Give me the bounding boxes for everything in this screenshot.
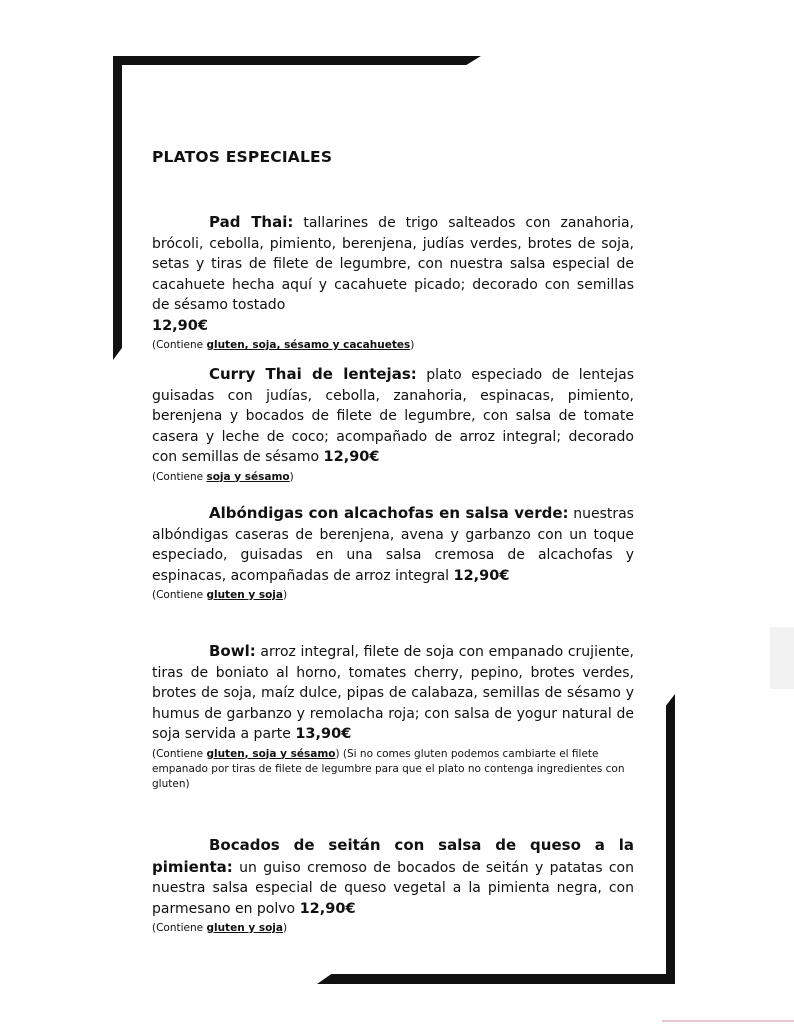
allergen-suffix: ) [289, 470, 294, 483]
allergen-suffix: ) (Si no comes gluten podemos cambiarte el filete empanado por tiras de filete de legumbre para que el plato no contenga ingredientes con gluten) [152, 747, 625, 790]
dish-description [152, 641, 634, 745]
frame-left-bar [113, 56, 122, 360]
allergen-prefix: (Contiene [152, 747, 207, 760]
dish-price: 12,90€ [323, 449, 380, 465]
allergen-prefix: (Contiene [152, 589, 207, 601]
dish-name: Curry Thai de lentejas: [209, 365, 417, 383]
dish-price: 13,90€ [295, 726, 352, 742]
dish-bowl [152, 641, 634, 792]
dish-name: Bowl: [209, 642, 256, 660]
dish-name: Pad Thai: [209, 213, 294, 231]
dish-description [152, 364, 634, 468]
dish-price: 12,90€ [453, 567, 510, 584]
page-title: PLATOS ESPECIALES [152, 148, 333, 166]
allergen-list: soja y sésamo [206, 470, 290, 483]
allergen-list: gluten y soja [206, 922, 283, 934]
dish-pad-thai [152, 212, 634, 353]
frame-top-bar [113, 56, 481, 65]
allergen-prefix: (Contiene [152, 339, 207, 351]
allergen-prefix: (Contiene [152, 470, 207, 483]
dish-name: Albóndigas con alcachofas en salsa verde: [209, 504, 569, 522]
dish-albondigas [152, 503, 634, 603]
allergen-list: gluten y soja [206, 589, 283, 601]
allergen-suffix: ) [282, 922, 288, 934]
dish-text: un guiso cremoso de bocados de seitán y patatas con nuestra salsa especial de queso vegetal a la pimienta negra, con parmesano en polvo [152, 859, 634, 917]
frame-right-bar [666, 694, 675, 984]
allergen-note [152, 747, 634, 792]
frame-bottom-bar [317, 974, 675, 984]
allergen-prefix: (Contiene [152, 922, 207, 934]
page-edge-shadow [770, 627, 794, 689]
dish-description [152, 503, 634, 586]
allergen-note [152, 338, 634, 353]
allergen-list: gluten, soja, sésamo y cacahuetes [206, 339, 411, 351]
dish-text: tallarines de trigo salteados con zanahoria, brócoli, cebolla, pimiento, berenjena, judías verdes, brotes de soja, setas y tiras de filete de legumbre, con nuestra salsa especial de cacahuete hecha aquí y cacahuete picado; decorado con semillas de sésamo tostado [152, 215, 634, 313]
dish-text: plato especiado de lentejas guisadas con judías, cebolla, zanahoria, espinacas, pimiento, berenjena y bocados de filete de legumbre, con salsa de tomate casera y leche de coco; acompañado de arroz integral; decorado con semillas de sésamo [152, 367, 634, 465]
dish-description [152, 212, 634, 336]
page-edge-line [662, 1020, 794, 1022]
allergen-note [152, 921, 634, 936]
allergen-suffix: ) [282, 589, 288, 601]
dish-bocados-seitan [152, 835, 634, 936]
allergen-suffix: ) [410, 339, 415, 351]
dish-curry-thai [152, 364, 634, 485]
dish-description [152, 835, 634, 919]
dish-price: 12,90€ [152, 317, 208, 334]
dish-text: nuestras albóndigas caseras de berenjena, avena y garbanzo con un toque especiado, guisadas en una salsa cremosa de alcachofas y espinacas, acompañadas de arroz integral [152, 506, 634, 584]
dish-price: 12,90€ [299, 900, 356, 917]
dish-text: arroz integral, filete de soja con empanado crujiente, tiras de boniato al horno, tomates cherry, pepino, brotes verdes, brotes de soja, maíz dulce, pipas de calabaza, semillas de sésamo y humus de garbanzo y remolacha roja; con salsa de yogur natural de soja servida a parte [152, 644, 634, 742]
allergen-list: gluten, soja y sésamo [206, 747, 336, 760]
allergen-note [152, 470, 634, 485]
dish-name: Bocados de seitán con salsa de queso a la pimienta: [152, 836, 634, 876]
allergen-note [152, 588, 634, 603]
